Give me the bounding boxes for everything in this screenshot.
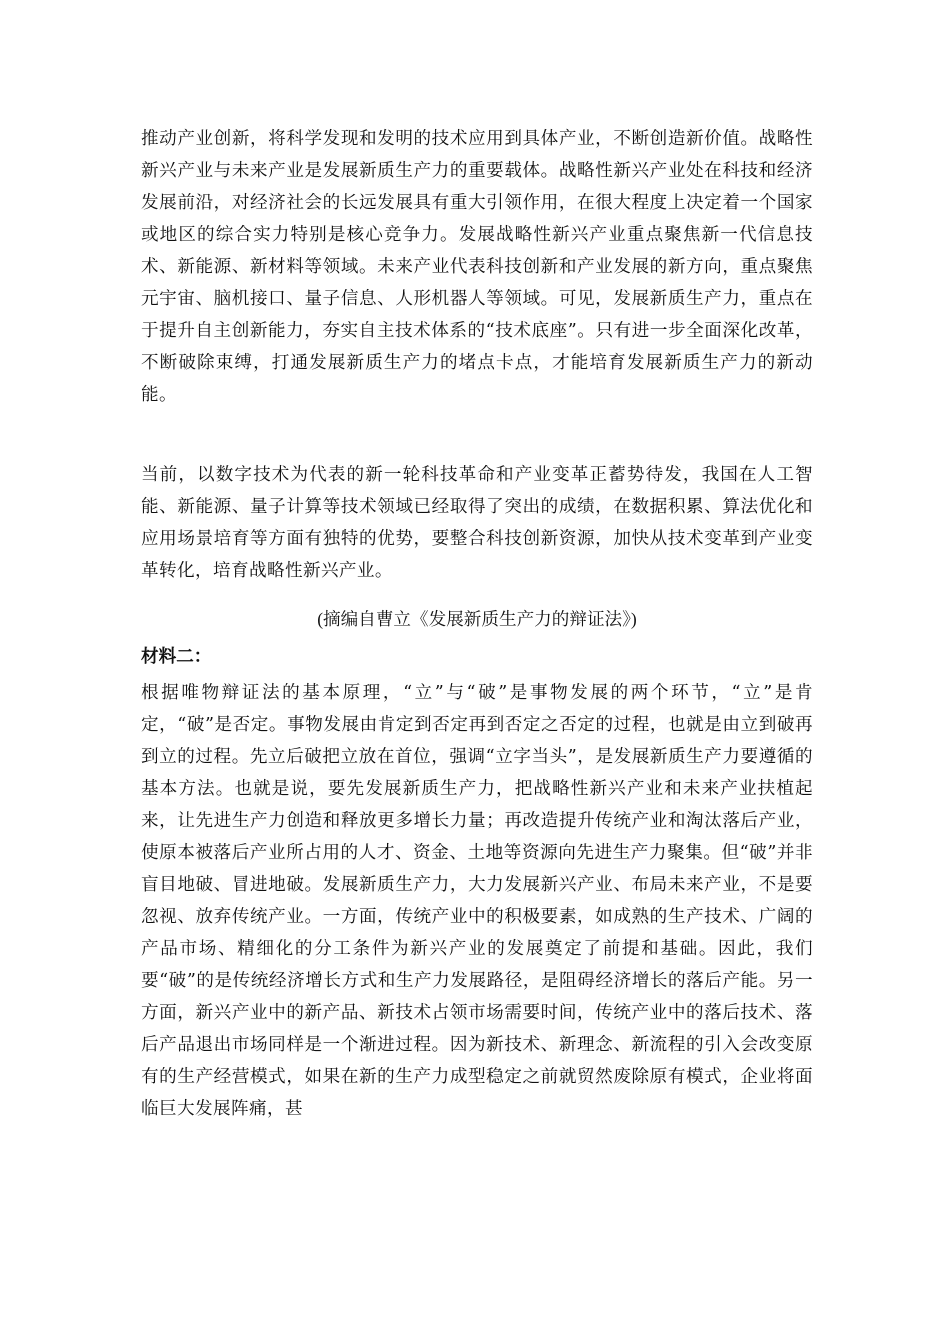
paragraph-2: 当前，以数字技术为代表的新一轮科技革命和产业变革正蓄势待发，我国在人工智能、新能源、量子计算等技术领域已经取得了突出的成绩，在数据积累、算法优化和应用场景培育等方面有独特的优势，要整合科技创新资源，加快从技术变革到产业变革转化，培育战略性新兴产业。 [141,465,813,581]
section-heading: 材料二： [141,647,212,667]
paragraph-3: 根据唯物辩证法的基本原理，“立”与“破”是事物发展的两个环节，“立”是肯定，“破”是否定。事物发展由肯定到否定再到否定之否定的过程，也就是由立到破再到立的过程。先立后破把立放在首位，强调“立字当头”，是发展新质生产力要遵循的基本方法。也就是说，要先发展新质生产力，把战略性新兴产业和未来产业扶植起来，让先进生产力创造和释放更多增长力量；再改造提升传统产业和淘汰落后产业，使原本被落后产业所占用的人才、资金、土地等资源向先进生产力聚集。但“破”并非盲目地破、冒进地破。发展新质生产力，大力发展新兴产业、布局未来产业，不是要忽视、放弃传统产业。一方面，传统产业中的积极要素，如成熟的生产技术、广阔的产品市场、精细化的分工条件为新兴产业的发展奠定了前提和基础。因此，我们要“破”的是传统经济增长方式和生产力发展路径，是阻碍经济增长的落后产能。另一方面，新兴产业中的新产品、新技术占领市场需要时间，传统产业中的落后技术、落后产品退出市场同样是一个渐进过程。因为新技术、新理念、新流程的引入会改变原有的生产经营模式，如果在新的生产力成型稳定之前就贸然废除原有模式，企业将面临巨大发展阵痛，甚 [141,683,813,1119]
source-note: (摘编自曹立《发展新质生产力的辩证法》) [317,609,637,629]
paragraph-1: 推动产业创新，将科学发现和发明的技术应用到具体产业，不断创造新价值。战略性新兴产业与未来产业是发展新质生产力的重要载体。战略性新兴产业处在科技和经济发展前沿，对经济社会的长远发展具有重大引领作用，在很大程度上决定着一个国家或地区的综合实力特别是核心竞争力。发展战略性新兴产业重点聚焦新一代信息技术、新能源、新材料等领域。未来产业代表科技创新和产业发展的新方向，重点聚焦元宇宙、脑机接口、量子信息、人形机器人等领域。可见，发展新质生产力，重点在于提升自主创新能力，夯实自主技术体系的“技术底座”。只有进一步全面深化改革，不断破除束缚，打通发展新质生产力的堵点卡点，才能培育发展新质生产力的新动能。 [141,129,813,405]
